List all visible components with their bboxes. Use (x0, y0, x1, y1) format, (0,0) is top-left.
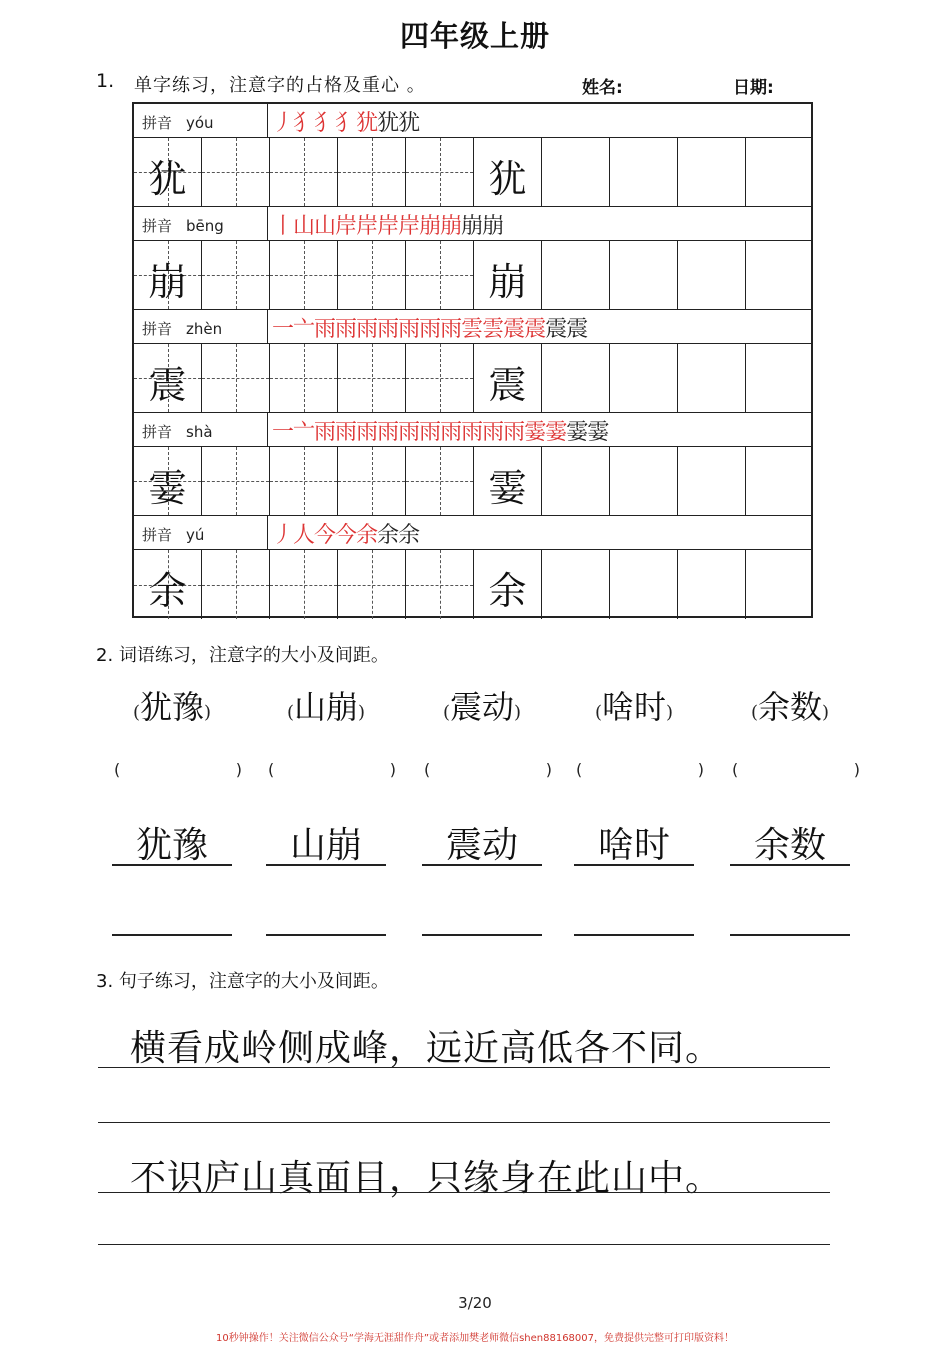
writing-cell[interactable] (474, 550, 542, 619)
stroke-order (272, 518, 419, 549)
stroke-step: 雨 (461, 420, 483, 445)
writing-cell[interactable] (542, 550, 610, 619)
writing-cell[interactable] (338, 138, 406, 206)
stroke-step: 崩 (440, 214, 462, 239)
paren-close: ) (358, 702, 366, 723)
guide-line-horizontal (202, 275, 269, 276)
stroke-step: 雨 (335, 420, 357, 445)
row-divider (267, 104, 268, 137)
stroke-step: 亠 (293, 317, 315, 342)
stroke-step: 雨 (398, 420, 420, 445)
guide-line-horizontal (338, 378, 405, 379)
stroke-step: 雨 (314, 317, 336, 342)
writing-cell[interactable] (678, 344, 746, 412)
stroke-step: 雨 (419, 420, 441, 445)
writing-cell[interactable] (406, 241, 474, 309)
writing-cell[interactable] (406, 138, 474, 206)
writing-cell[interactable] (338, 344, 406, 412)
pinyin-text: shà (186, 423, 213, 441)
stroke-step: 霎 (566, 420, 588, 445)
guide-line-horizontal (270, 172, 337, 173)
writing-cell[interactable] (746, 447, 811, 515)
page-title: 四年级上册 (399, 19, 550, 53)
stroke-step: 震 (545, 317, 567, 342)
word-underline (266, 864, 386, 866)
section1-number: 1. (96, 70, 115, 92)
pinyin-label (142, 524, 204, 545)
writing-cell[interactable] (406, 344, 474, 412)
writing-cell[interactable] (542, 241, 610, 309)
word-text: 犹豫 (139, 688, 204, 726)
section2-instruction: 2. 词语练习，注意字的大小及间距。 (96, 645, 389, 666)
stroke-step: 犹 (377, 111, 399, 136)
guide-line-horizontal (202, 378, 269, 379)
paren-close: ) (389, 760, 396, 779)
row-divider (267, 413, 268, 446)
model-character: 霎 (488, 466, 527, 510)
stroke-step: 雨 (503, 420, 525, 445)
stroke-step: 霎 (587, 420, 609, 445)
stroke-order (272, 415, 608, 446)
guide-line-horizontal (406, 378, 473, 379)
guide-line-horizontal (406, 481, 473, 482)
model-character: 余 (488, 569, 527, 613)
stroke-step: 今 (314, 523, 336, 548)
writing-cell[interactable] (678, 138, 746, 206)
model-character: 崩 (148, 260, 187, 304)
paren-open: ( (750, 702, 758, 723)
pinyin-caption: 拼音 (142, 217, 173, 235)
row-divider (267, 516, 268, 549)
guide-line-horizontal (406, 172, 473, 173)
paren-close: ) (235, 760, 242, 779)
writing-cell[interactable] (202, 447, 270, 515)
pinyin-text: yú (186, 526, 205, 544)
model-character: 霎 (148, 466, 187, 510)
stroke-step: 雨 (314, 420, 336, 445)
character-row (134, 447, 811, 516)
stroke-step: 丿 (272, 523, 294, 548)
stroke-step: 崩 (419, 214, 441, 239)
writing-cell[interactable] (134, 447, 202, 515)
model-sentence: 不识庐山真面目，只缘身在此山中。 (130, 1158, 723, 1199)
section3-instruction: 3. 句子练习，注意字的大小及间距。 (96, 971, 389, 992)
pinyin-row (134, 310, 811, 344)
stroke-step: 震 (524, 317, 546, 342)
model-word: 山崩 (289, 825, 362, 866)
stroke-step: 震 (566, 317, 588, 342)
stroke-step: 犹 (356, 111, 378, 136)
footer-note: 10秒钟操作！关注微信公众号“学海无涯甜作舟”或者添加樊老师微信shen88168007，免费提供完整可打印版资料！ (215, 1333, 735, 1344)
paren-close: ) (666, 702, 674, 723)
paren-close: ) (697, 760, 704, 779)
model-word: 震动 (445, 825, 518, 866)
word-text: 山崩 (293, 688, 358, 726)
pinyin-caption: 拼音 (142, 114, 173, 132)
paren-close: ) (822, 702, 830, 723)
writing-cell[interactable] (338, 550, 406, 619)
writing-cell[interactable] (406, 447, 474, 515)
writing-cell[interactable] (610, 344, 678, 412)
guide-line-horizontal (202, 172, 269, 173)
stroke-step: 雨 (419, 317, 441, 342)
pinyin-label (142, 215, 224, 236)
word-writing-line[interactable] (422, 934, 542, 936)
model-character: 崩 (488, 260, 527, 304)
guide-line-horizontal (406, 275, 473, 276)
guide-line-horizontal (338, 275, 405, 276)
word-with-parens (262, 682, 390, 728)
character-row (134, 550, 811, 619)
stroke-step: 丿 (272, 111, 294, 136)
paren-open: ( (576, 760, 583, 779)
stroke-step: 雨 (377, 317, 399, 342)
pinyin-row (134, 516, 811, 550)
stroke-step: 山 (293, 214, 315, 239)
stroke-order (272, 312, 587, 343)
word-text: 震动 (449, 688, 514, 726)
stroke-step: 崩 (482, 214, 504, 239)
stroke-step: 雨 (335, 317, 357, 342)
writing-cell[interactable] (134, 241, 202, 309)
model-character: 震 (148, 363, 187, 407)
word-with-parens (418, 682, 546, 728)
stroke-step: 亠 (293, 420, 315, 445)
stroke-step: 雨 (356, 420, 378, 445)
model-word: 啥时 (597, 825, 670, 866)
word-underline (574, 864, 694, 866)
writing-cell[interactable] (338, 447, 406, 515)
writing-cell[interactable] (610, 241, 678, 309)
paren-open: ( (268, 760, 275, 779)
paren-close: ) (853, 760, 860, 779)
stroke-step: 岸 (398, 214, 420, 239)
guide-line-horizontal (270, 481, 337, 482)
stroke-step: 一 (272, 420, 294, 445)
paren-open: ( (114, 760, 121, 779)
writing-cell[interactable] (474, 241, 542, 309)
paren-close: ) (545, 760, 552, 779)
paren-open: ( (132, 702, 140, 723)
stroke-step: 雨 (482, 420, 504, 445)
date-label: 日期: (733, 78, 774, 98)
stroke-step: 犭 (293, 111, 315, 136)
stroke-step: 一 (272, 317, 294, 342)
model-character: 犹 (488, 157, 527, 201)
writing-cell[interactable] (678, 241, 746, 309)
stroke-step: 丨 (272, 214, 294, 239)
word-underline (422, 864, 542, 866)
word-with-parens (726, 682, 854, 728)
section1-instruction: 单字练习，注意字的占格及重心 。 (134, 75, 426, 96)
word-writing-line[interactable] (112, 934, 232, 936)
stroke-step: 雨 (377, 420, 399, 445)
sentence-writing-line[interactable] (98, 1244, 830, 1245)
stroke-step: 岸 (377, 214, 399, 239)
paren-open: ( (732, 760, 739, 779)
guide-line-horizontal (202, 585, 269, 586)
writing-cell[interactable] (678, 447, 746, 515)
stroke-step: 余 (377, 523, 399, 548)
paren-open: ( (594, 702, 602, 723)
writing-cell[interactable] (270, 447, 338, 515)
word-writing-line[interactable] (730, 934, 850, 936)
stroke-step: 山 (314, 214, 336, 239)
guide-line-horizontal (338, 172, 405, 173)
stroke-step: 余 (356, 523, 378, 548)
pinyin-label (142, 112, 214, 133)
writing-cell[interactable] (202, 344, 270, 412)
word-underline (730, 864, 850, 866)
writing-cell[interactable] (202, 550, 270, 619)
stroke-step: 犹 (398, 111, 420, 136)
stroke-step: 霎 (524, 420, 546, 445)
writing-cell[interactable] (270, 138, 338, 206)
stroke-step: 霎 (545, 420, 567, 445)
word-writing-line[interactable] (266, 934, 386, 936)
guide-line-horizontal (270, 378, 337, 379)
guide-line-horizontal (406, 585, 473, 586)
stroke-step: 雲 (461, 317, 483, 342)
row-divider (267, 207, 268, 240)
writing-cell[interactable] (746, 138, 811, 206)
model-sentence: 横看成岭侧成峰，远近高低各不同。 (130, 1028, 723, 1069)
guide-line-horizontal (270, 585, 337, 586)
writing-cell[interactable] (406, 550, 474, 619)
pinyin-text: yóu (186, 114, 214, 132)
model-word: 犹豫 (135, 825, 208, 866)
writing-cell[interactable] (474, 138, 542, 206)
model-character: 余 (148, 569, 187, 613)
stroke-step: 犭 (314, 111, 336, 136)
guide-line-horizontal (338, 585, 405, 586)
stroke-step: 震 (503, 317, 525, 342)
writing-cell[interactable] (338, 241, 406, 309)
stroke-order (272, 209, 503, 240)
word-text: 余数 (757, 688, 822, 726)
pinyin-caption: 拼音 (142, 320, 173, 338)
pinyin-text: zhèn (186, 320, 223, 338)
writing-cell[interactable] (270, 241, 338, 309)
pinyin-label (142, 318, 222, 339)
writing-cell[interactable] (610, 550, 678, 619)
writing-cell[interactable] (134, 138, 202, 206)
stroke-order (272, 106, 419, 137)
word-underline (112, 864, 232, 866)
paren-open: ( (424, 760, 431, 779)
pinyin-label (142, 421, 213, 442)
stroke-step: 犭 (335, 111, 357, 136)
stroke-step: 雲 (482, 317, 504, 342)
writing-cell[interactable] (542, 138, 610, 206)
word-with-parens (108, 682, 236, 728)
pinyin-row (134, 413, 811, 447)
word-writing-line[interactable] (574, 934, 694, 936)
writing-cell[interactable] (678, 550, 746, 619)
stroke-step: 余 (398, 523, 420, 548)
model-character: 犹 (148, 157, 187, 201)
writing-cell[interactable] (746, 344, 811, 412)
stroke-step: 崩 (461, 214, 483, 239)
stroke-step: 今 (335, 523, 357, 548)
character-row (134, 241, 811, 310)
stroke-step: 雨 (356, 317, 378, 342)
writing-cell[interactable] (542, 447, 610, 515)
stroke-step: 人 (293, 523, 315, 548)
guide-line-horizontal (270, 275, 337, 276)
stroke-step: 岸 (356, 214, 378, 239)
writing-cell[interactable] (610, 138, 678, 206)
writing-cell[interactable] (202, 138, 270, 206)
writing-cell[interactable] (746, 550, 811, 619)
character-row (134, 344, 811, 413)
paren-open: ( (442, 702, 450, 723)
writing-cell[interactable] (202, 241, 270, 309)
word-text: 啥时 (601, 688, 666, 726)
pinyin-row (134, 104, 811, 138)
pinyin-caption: 拼音 (142, 423, 173, 441)
stroke-step: 雨 (440, 317, 462, 342)
writing-cell[interactable] (746, 241, 811, 309)
writing-cell[interactable] (610, 447, 678, 515)
sentence-writing-line[interactable] (98, 1122, 830, 1123)
paren-close: ) (204, 702, 212, 723)
guide-line-horizontal (338, 481, 405, 482)
writing-cell[interactable] (270, 344, 338, 412)
character-row (134, 138, 811, 207)
stroke-step: 雨 (440, 420, 462, 445)
pinyin-row (134, 207, 811, 241)
sentence-underline (98, 1067, 830, 1068)
model-character: 震 (488, 363, 527, 407)
writing-cell[interactable] (134, 344, 202, 412)
writing-cell[interactable] (474, 447, 542, 515)
name-label: 姓名: (582, 78, 623, 98)
word-with-parens (570, 682, 698, 728)
writing-cell[interactable] (270, 550, 338, 619)
character-practice-grid (132, 102, 813, 618)
pinyin-caption: 拼音 (142, 526, 173, 544)
model-word: 余数 (753, 825, 826, 866)
paren-close: ) (514, 702, 522, 723)
stroke-step: 雨 (398, 317, 420, 342)
pinyin-text: bēng (186, 217, 224, 235)
writing-cell[interactable] (542, 344, 610, 412)
row-divider (267, 310, 268, 343)
paren-open: ( (286, 702, 294, 723)
writing-cell[interactable] (474, 344, 542, 412)
stroke-step: 岸 (335, 214, 357, 239)
page-number: 3/20 (458, 1294, 492, 1312)
guide-line-horizontal (202, 481, 269, 482)
writing-cell[interactable] (134, 550, 202, 619)
sentence-underline (98, 1192, 830, 1193)
